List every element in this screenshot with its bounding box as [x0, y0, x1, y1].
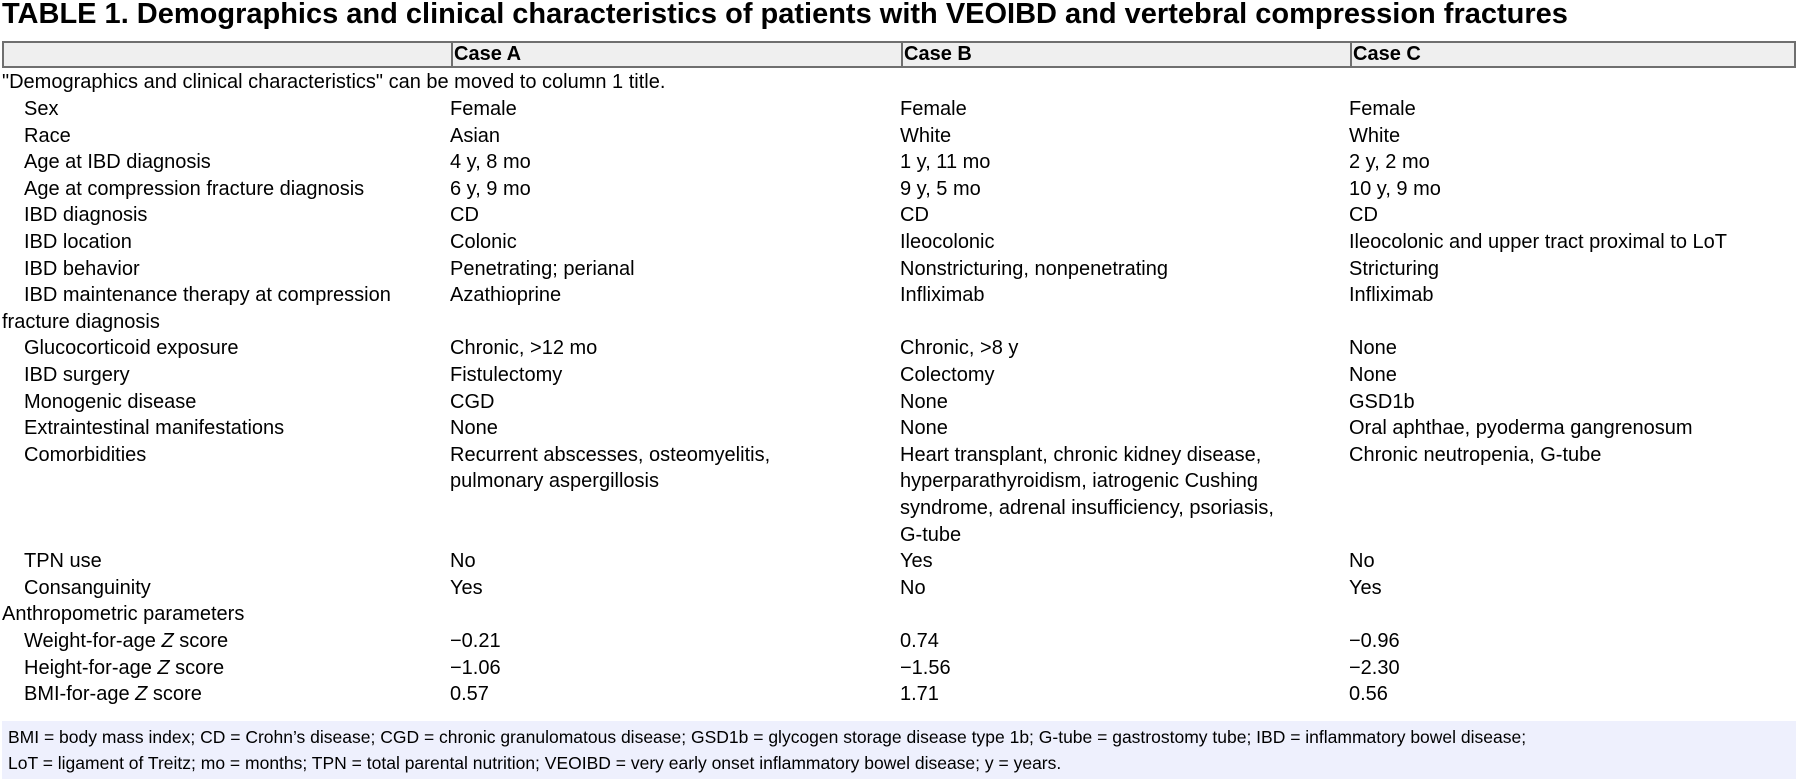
- case-c-value: −0.96: [1349, 630, 1400, 652]
- z-italic: Z: [161, 630, 174, 652]
- case-c-value: No: [1349, 550, 1375, 573]
- table-footnote: [2, 721, 1796, 779]
- case-b-value: [900, 442, 1274, 548]
- row-label: [24, 628, 228, 655]
- case-c-value: CD: [1349, 204, 1378, 227]
- case-c-value: GSD1b: [1349, 390, 1415, 413]
- case-b-value-line: hyperparathyroidism, iatrogenic Cushing: [900, 470, 1258, 493]
- row-label: Consanguinity: [24, 576, 151, 599]
- row-label-text: BMI-for-age: [24, 683, 136, 706]
- case-a-value: Chronic, >12 mo: [450, 337, 598, 360]
- case-c-value: 10 y, 9 mo: [1349, 177, 1441, 200]
- row-label-suffix: score: [173, 630, 229, 652]
- row-label: IBD behavior: [24, 257, 140, 280]
- case-a-value: [450, 442, 770, 495]
- case-b-value: 1 y, 11 mo: [900, 151, 991, 174]
- case-b-value: CD: [900, 204, 929, 227]
- row-label: Glucocorticoid exposure: [24, 337, 239, 360]
- case-a-value: −1.06: [450, 656, 501, 679]
- case-a-value: −0.21: [450, 630, 501, 652]
- row-label: Extraintestinal manifestations: [24, 417, 285, 440]
- row-label: IBD surgery: [24, 364, 130, 386]
- case-a-value: Fistulectomy: [450, 364, 563, 386]
- row-label: [24, 655, 224, 682]
- case-b-value: 0.74: [900, 630, 939, 652]
- case-b-value: Nonstricturing, nonpenetrating: [900, 257, 1168, 280]
- header-cell-case-b: Case B: [904, 43, 972, 65]
- row-label-suffix: score: [169, 656, 225, 679]
- case-a-value: Colonic: [450, 231, 517, 253]
- case-b-value: −1.56: [900, 656, 951, 679]
- row-label-text: Height-for-age: [24, 656, 158, 679]
- case-a-value: No: [450, 550, 476, 573]
- case-b-value: Female: [900, 98, 967, 120]
- row-label: Comorbidities: [24, 443, 147, 466]
- case-c-value: −2.30: [1349, 656, 1400, 679]
- case-b-value: White: [900, 124, 952, 147]
- case-c-value: 0.56: [1349, 683, 1388, 706]
- header-cell-case-a: Case A: [454, 43, 522, 65]
- case-b-value-line: G-tube: [900, 523, 962, 546]
- row-label-continuation: fracture diagnosis: [2, 310, 160, 333]
- case-c-value: None: [1349, 337, 1397, 360]
- case-b-value: 9 y, 5 mo: [900, 177, 981, 200]
- row-label: Race: [24, 124, 71, 147]
- row-label: IBD diagnosis: [24, 204, 148, 227]
- case-b-value-line: syndrome, adrenal insufficiency, psoriasis,: [900, 496, 1274, 519]
- case-a-value: Penetrating; perianal: [450, 257, 635, 280]
- table-header-row: [2, 41, 1796, 68]
- row-label: IBD maintenance therapy at compression: [24, 284, 391, 307]
- case-a-value: Azathioprine: [450, 284, 562, 307]
- case-c-value: White: [1349, 124, 1401, 147]
- case-a-value: None: [450, 417, 498, 440]
- section-label: Anthropometric parameters: [2, 603, 245, 626]
- case-b-value: Infliximab: [900, 284, 985, 307]
- z-italic: Z: [135, 683, 148, 706]
- case-a-value: Yes: [450, 576, 483, 599]
- case-a-value-line: Recurrent abscesses, osteomyelitis,: [450, 443, 771, 466]
- z-italic: Z: [157, 656, 170, 679]
- case-a-value: CGD: [450, 390, 495, 413]
- case-c-value: Oral aphthae, pyoderma gangrenosum: [1349, 417, 1693, 440]
- editor-note: "Demographics and clinical characteristics" can be moved to column 1 title.: [2, 71, 666, 93]
- case-a-value: Female: [450, 98, 517, 120]
- case-b-value-line: Heart transplant, chronic kidney disease,: [900, 443, 1262, 466]
- table-title: TABLE 1. Demographics and clinical characteristics of patients with VEOIBD and vertebral compression fractures: [2, 0, 1568, 30]
- case-b-value: Ileocolonic: [900, 231, 995, 253]
- case-a-value: Asian: [450, 124, 501, 147]
- row-label: Age at compression fracture diagnosis: [24, 177, 365, 200]
- row-label: TPN use: [24, 550, 102, 573]
- row-label: Age at IBD diagnosis: [24, 151, 211, 174]
- case-c-value: Infliximab: [1349, 284, 1434, 307]
- row-label: Monogenic disease: [24, 390, 197, 413]
- row-label: Sex: [24, 98, 59, 120]
- case-c-value: Ileocolonic and upper tract proximal to LoT: [1349, 231, 1727, 253]
- row-label-suffix: score: [147, 683, 202, 706]
- case-c-value: None: [1349, 364, 1397, 386]
- header-cell-case-c: Case C: [1353, 43, 1421, 65]
- case-b-value: No: [900, 576, 926, 599]
- case-b-value: 1.71: [900, 683, 939, 706]
- footnote-line: LoT = ligament of Treitz; mo = months; TPN = total parental nutrition; VEOIBD = very early onset inflammatory bowel disease; y = years.: [8, 753, 1062, 773]
- row-label: IBD location: [24, 231, 132, 253]
- case-b-value: None: [900, 390, 948, 413]
- case-c-value: Female: [1349, 98, 1416, 120]
- case-a-value: 6 y, 9 mo: [450, 177, 531, 200]
- case-b-value: Colectomy: [900, 364, 995, 386]
- case-a-value: 0.57: [450, 683, 489, 706]
- case-a-value: 4 y, 8 mo: [450, 151, 531, 174]
- case-b-value: None: [900, 417, 948, 440]
- row-label: [24, 681, 202, 708]
- case-b-value: Chronic, >8 y: [900, 337, 1019, 360]
- footnote-line: BMI = body mass index; CD = Crohn’s disease; CGD = chronic granulomatous disease; GSD1b = glycogen storage disease type 1b; G-tube = gastrostomy tube; IBD = inflammatory bowel disease;: [8, 727, 1527, 747]
- header-cell-label: [4, 43, 5, 66]
- row-label-text: Weight-for-age: [24, 630, 162, 652]
- case-c-value: 2 y, 2 mo: [1349, 151, 1430, 174]
- case-c-value: Yes: [1349, 576, 1382, 599]
- case-c-value: Stricturing: [1349, 257, 1440, 280]
- case-a-value: CD: [450, 204, 479, 227]
- case-c-value: Chronic neutropenia, G-tube: [1349, 443, 1602, 466]
- case-b-value: Yes: [900, 550, 933, 573]
- case-a-value-line: pulmonary aspergillosis: [450, 470, 659, 493]
